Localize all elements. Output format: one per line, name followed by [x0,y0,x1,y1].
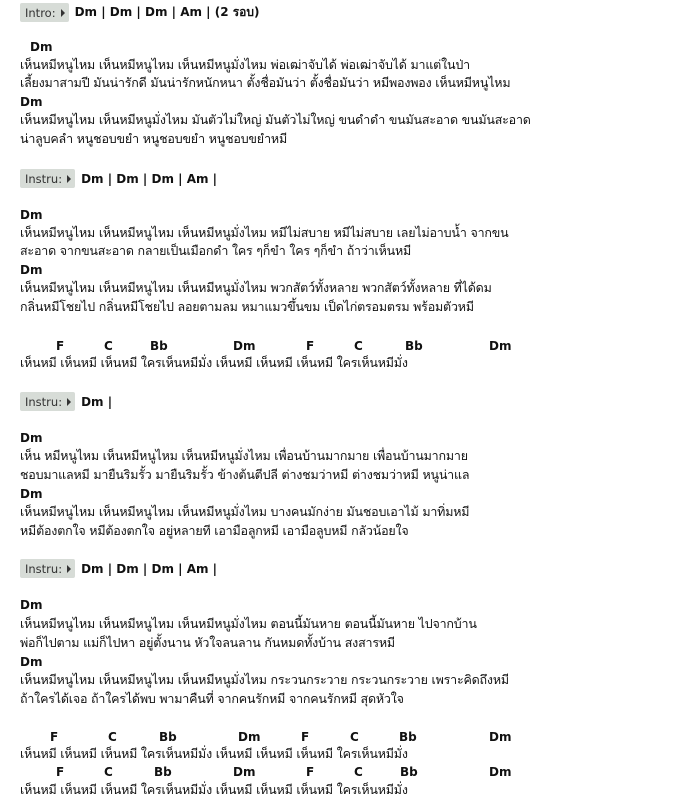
instru-tag[interactable] [20,559,75,578]
chord: F [306,765,315,779]
chord: Dm [489,339,512,353]
lyric-line: เห็นหมีหนูไหม เห็นหมีหนูไหม เห็นหมีหนูมั่งไหม กระวนกระวาย กระวนกระวาย เพราะคิดถึงหมี [20,672,509,687]
lyric-line: เห็น หมีหนูไหม เห็นหมีหนูไหม เห็นหมีหนูมั่งไหม เพื่อนบ้านมากมาย เพื่อนบ้านมากมาย [20,448,468,463]
play-triangle-icon [67,175,71,183]
play-triangle-icon [67,565,71,573]
chord: Bb [405,339,423,353]
chord: Dm [238,730,261,744]
lyric-line: สะอาด จากขนสะอาด กลายเป็นเมือกดำ ใคร ๆก็ขำ ใคร ๆก็ขำ ถ้าว่าเห็นหมี [20,243,412,258]
lyric-line: เห็นหมีหนูไหม เห็นหมีหนูไหม เห็นหมีหนูมั่งไหม หมีไม่สบาย หมีไม่สบาย เลยไม่อาบน้ำ จากขน [20,225,509,240]
lyric-line: หมีต้องตกใจ หมีต้องตกใจ อยู่หลายที เอามือลูกหมี เอามือลูบหมี กลัวน้อยใจ [20,523,409,538]
instru-row [20,559,217,578]
chord: C [350,730,359,744]
lyric-line: เห็นหมีหนูไหม เห็นหมีหนูไหม เห็นหมีหนูมั่งไหม พวกสัตว์ทั้งหลาย พวกสัตว์ทั้งหลาย ที่ได้ดม [20,280,492,295]
lyric-line: ชอบมาแลหมี มายืนริมรั้ว มายืนริมรั้ว ข้างต้นตีปลี ต่างชมว่าหมี ต่างชมว่าหมี หนูน่าแล [20,467,470,482]
chord: Dm [233,339,256,353]
instru-row [20,392,112,411]
lyric-line: กลิ่นหมีโชยไป กลิ่นหมีโชยไป ลอยตามลม หมาแมวขึ้นขม เป็ดไก่ตรอมตรม พร้อมตัวหมี [20,299,474,314]
instru-progression: Dm | [81,394,113,409]
chord: Bb [400,765,418,779]
chord: F [56,765,65,779]
chord: F [301,730,310,744]
lyric-line: ถ้าใครได้เจอ ถ้าใครได้พบ พามาคืนที่ จากคนรักหมี จากคนรักหมี สุดหัวใจ [20,691,404,706]
chord: Dm [20,487,43,501]
chord: Bb [150,339,168,353]
lyric-line: เห็นหมีหนูไหม เห็นหมีหนูไหม เห็นหมีหนูมั่งไหม ตอนนี้มันหาย ตอนนี้มันหาย ไปจากบ้าน [20,616,477,631]
chord: Dm [20,655,43,669]
instru-tag[interactable] [20,392,75,411]
lyric-line: เห็นหมีหนูไหม เห็นหมีหนูไหม เห็นหมีหนูมั่งไหม พ่อเฒ่าจับได้ พ่อเฒ่าจับได้ มาแต่ในป่า [20,57,470,72]
chord: Dm [233,765,256,779]
chord: F [306,339,315,353]
instru-tag[interactable] [20,169,75,188]
chord: C [354,339,363,353]
play-triangle-icon [67,398,71,406]
chord: C [104,765,113,779]
chord: Dm [489,765,512,779]
lyric-line: เห็นหมี เห็นหมี เห็นหมี ใครเห็นหมีมั่ง เห็นหมี เห็นหมี เห็นหมี ใครเห็นหมีมั่ง [20,782,408,797]
lyric-line: เห็นหมี เห็นหมี เห็นหมี ใครเห็นหมีมั่ง เห็นหมี เห็นหมี เห็นหมี ใครเห็นหมีมั่ง [20,746,408,761]
chord: Dm [20,598,43,612]
chord: Bb [159,730,177,744]
chord: Dm [20,95,43,109]
instru-label: Instru: [25,561,63,576]
chord: Bb [399,730,417,744]
intro-label: Intro: [25,5,56,20]
chord: Bb [154,765,172,779]
chord: C [108,730,117,744]
play-triangle-icon [61,9,65,17]
intro-progression: Dm | Dm | Dm | Am | (2 รอบ) [74,5,260,19]
intro-row [20,3,259,22]
instru-progression: Dm | Dm | Dm | Am | [81,561,218,576]
lyric-line: เลี้ยงมาสามปี มันน่ารักดี มันน่ารักหนักหนา ตั้งชื่อมันว่า ตั้งชื่อมันว่า หมีพองพอง เห็นหมีหนูไหม [20,75,511,90]
instru-progression: Dm | Dm | Dm | Am | [81,171,218,186]
lyric-line: เห็นหมี เห็นหมี เห็นหมี ใครเห็นหมีมั่ง เห็นหมี เห็นหมี เห็นหมี ใครเห็นหมีมั่ง [20,355,408,370]
chord: C [104,339,113,353]
intro-tag[interactable] [20,3,69,22]
lyric-line: พ่อก็ไปตาม แม่ก็ไปหา อยู่ตั้งนาน หัวใจลนลาน กันหมดทั้งบ้าน สงสารหมี [20,635,395,650]
instru-label: Instru: [25,171,63,186]
chord: Dm [489,730,512,744]
chord: Dm [20,263,43,277]
lyric-line: เห็นหมีหนูไหม เห็นหมีหนูมั่งไหม มันตัวไม่ใหญ่ มันตัวไม่ใหญ่ ขนดำดำ ขนมันสะอาด ขนมันสะอาด [20,112,531,127]
chord: Dm [20,208,43,222]
instru-row [20,169,217,188]
chord: C [354,765,363,779]
chord: F [50,730,59,744]
lyric-line: เห็นหมีหนูไหม เห็นหมีหนูไหม เห็นหมีหนูมั่งไหม บางคนมักง่าย มันชอบเอาไม้ มาทิ่มหมี [20,504,470,519]
lyric-line: น่าลูบคลำ หนูชอบขยำ หนูชอบขยำ หนูชอบขยำหมี [20,131,287,146]
chord: Dm [30,40,53,54]
instru-label: Instru: [25,394,63,409]
chord: Dm [20,431,43,445]
chord: F [56,339,65,353]
